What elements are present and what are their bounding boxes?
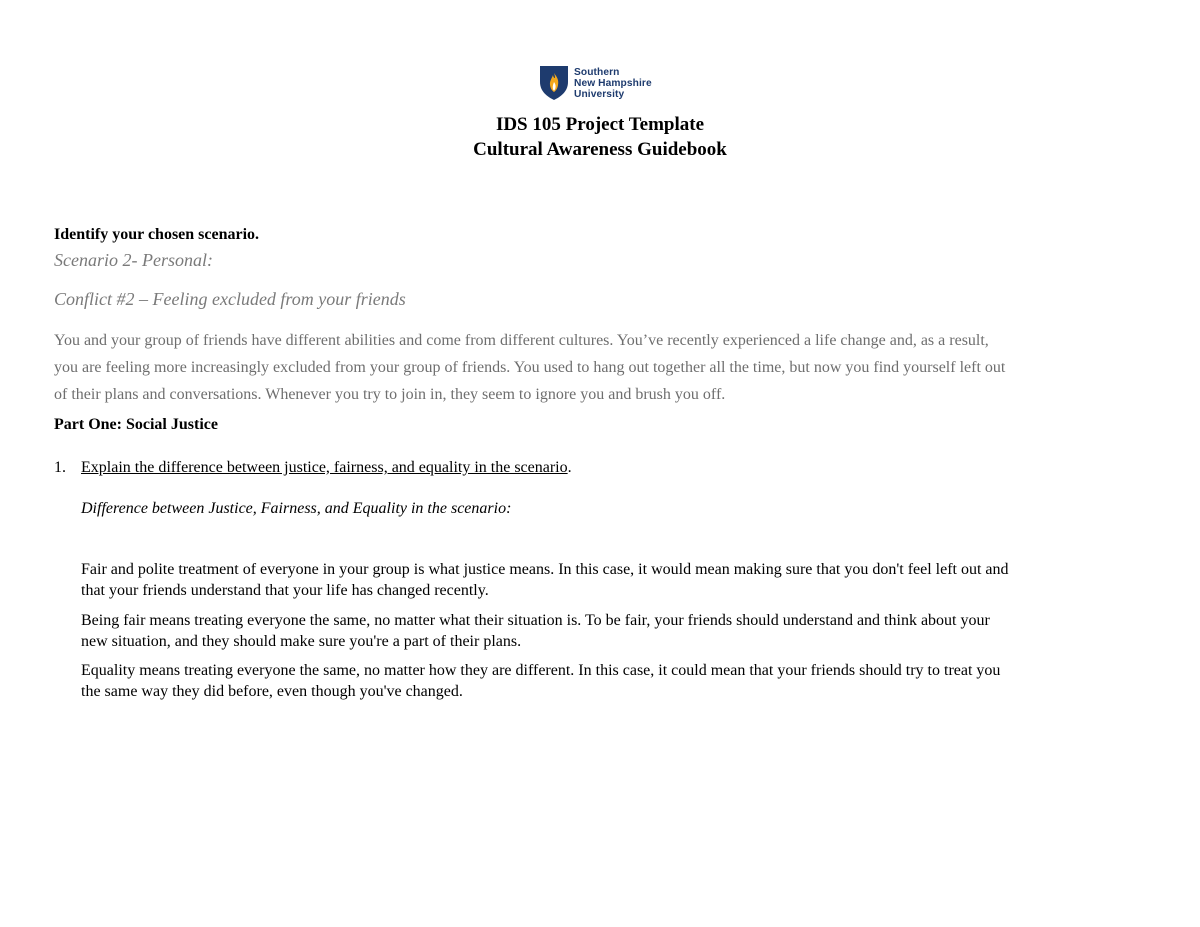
paragraph-line: Equality means treating everyone the same, no matter how they are different. In this case, it could mean that your friends should try to treat you <box>81 662 1001 679</box>
question-1 <box>81 458 572 478</box>
paragraph-line: the same way they did before, even though you've changed. <box>81 683 463 700</box>
description-line: You and your group of friends have different abilities and come from different cultures. You’ve recently experienced a life change and, as a result, <box>54 332 989 349</box>
document-title-block <box>0 112 1200 162</box>
part-one-heading: Part One: Social Justice <box>54 416 218 433</box>
paragraph-line: that your friends understand that your life has changed recently. <box>81 582 489 599</box>
scenario-description <box>54 327 1144 408</box>
paragraph-line: Fair and polite treatment of everyone in your group is what justice means. In this case, it would mean making sure that you don't feel left out and <box>81 561 1009 578</box>
document-subtitle: Cultural Awareness Guidebook <box>473 139 727 160</box>
equality-paragraph <box>81 660 1161 702</box>
logo-line-2: New Hampshire <box>574 77 652 89</box>
scenario-label: Scenario 2- Personal: <box>54 250 213 270</box>
paragraph-line: new situation, and they should make sure you're a part of their plans. <box>81 633 522 650</box>
snhu-shield-icon <box>539 65 569 101</box>
answer-heading: Difference between Justice, Fairness, and Equality in the scenario: <box>81 500 512 517</box>
description-line: you are feeling more increasingly excluded from your group of friends. You used to hang out together all the time, but now you find yourself left out <box>54 359 1006 376</box>
document-title: IDS 105 Project Template <box>495 114 705 135</box>
fairness-paragraph <box>81 610 1161 652</box>
logo-line-1: Southern <box>574 66 620 78</box>
justice-paragraph <box>81 559 1161 601</box>
question-text: Explain the difference between justice, fairness, and equality in the scenario <box>81 459 568 476</box>
scenario-prompt: Identify your chosen scenario. <box>54 226 260 243</box>
paragraph-line: Being fair means treating everyone the same, no matter what their situation is. To be fair, your friends should understand and think about your <box>81 612 990 629</box>
question-number: 1. <box>54 459 66 476</box>
logo-line-3: University <box>574 88 625 100</box>
snhu-wordmark <box>574 67 652 100</box>
question-end: . <box>567 459 572 476</box>
description-line: of their plans and conversations. Whenever you try to join in, they seem to ignore you and brush you off. <box>54 386 726 403</box>
snhu-logo <box>539 64 652 102</box>
conflict-label: Conflict #2 – Feeling excluded from your friends <box>54 289 406 309</box>
